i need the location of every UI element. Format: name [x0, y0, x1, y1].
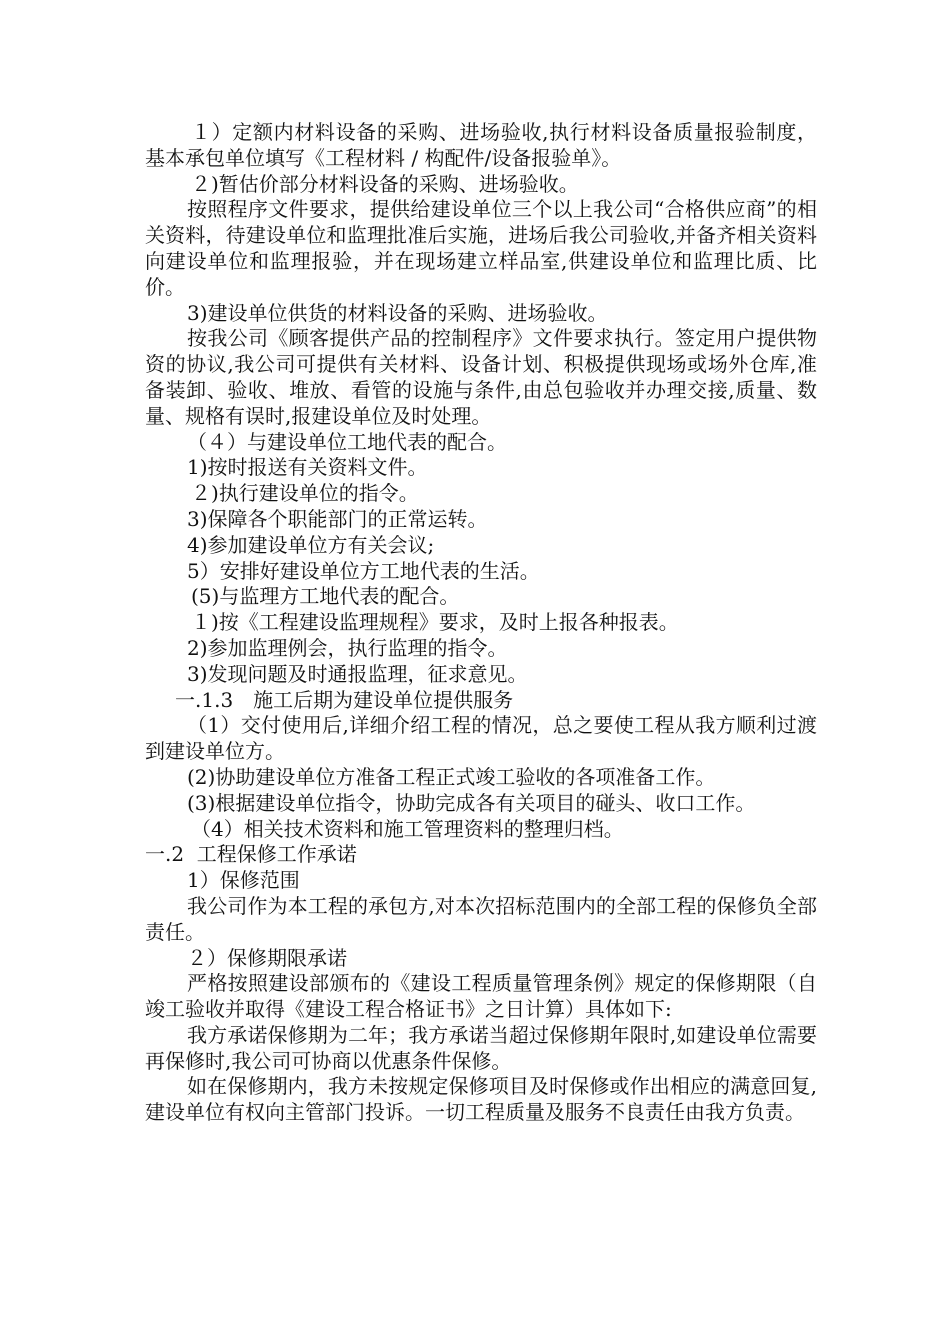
paragraph: 3)发现问题及时通报监理，征求意见。	[187, 661, 528, 686]
paragraph: １）定额内材料设备的采购、进场验收,执行材料设备质量报验制度，基本承包单位填写《工程材料 / 构配件/设备报验单》。	[145, 120, 817, 170]
paragraph: （1）交付使用后,详细介绍工程的情况，总之要使工程从我方顺利过渡到建设单位方。	[145, 713, 817, 764]
paragraph: (3)根据建设单位指令，协助完成各有关项目的碰头、收口工作。	[187, 790, 756, 815]
section-heading: 一.1.3 施工后期为建设单位提供服务	[175, 687, 514, 712]
paragraph: (5)与监理方工地代表的配合。	[191, 584, 460, 609]
paragraph: 我方承诺保修期为二年；我方承诺当超过保修期年限时,如建设单位需要再保修时,我公司可协商以优惠条件保修。	[145, 1022, 817, 1073]
paragraph: ２）保修期限承诺	[187, 945, 347, 970]
paragraph: (2)协助建设单位方准备工程正式竣工验收的各项准备工作。	[187, 764, 716, 789]
paragraph: １)按《工程建设监理规程》要求，及时上报各种报表。	[191, 610, 679, 635]
paragraph: 按照程序文件要求，提供给建设单位三个以上我公司“合格供应商”的相关资料，待建设单位和监理批准后实施，进场后我公司验收,并备齐相关资料向建设单位和监理报验，并在现场建立样品室,供建设单位和监理比质、比价。	[145, 197, 817, 299]
paragraph: （４）与建设单位工地代表的配合。	[187, 429, 507, 454]
paragraph: 4)参加建设单位方有关会议;	[187, 532, 435, 557]
paragraph: 3)建设单位供货的材料设备的采购、进场验收。	[187, 300, 608, 325]
paragraph: 1)按时报送有关资料文件。	[187, 455, 428, 480]
paragraph: 1）保修范围	[187, 868, 300, 893]
document-body	[145, 120, 817, 1126]
paragraph: 3)保障各个职能部门的正常运转。	[187, 506, 488, 531]
paragraph: （4）相关技术资料和施工管理资料的整理归档。	[191, 816, 624, 841]
paragraph: 5）安排好建设单位方工地代表的生活。	[187, 558, 540, 583]
paragraph: 按我公司《顾客提供产品的控制程序》文件要求执行。签定用户提供物资的协议,我公司可提供有关材料、设备计划、积极提供现场或场外仓库,准备装卸、验收、堆放、看管的设施与条件,由总包验收并办理交接,质量、数量、规格有误时,报建设单位及时处理。	[145, 326, 817, 428]
paragraph: 严格按照建设部颁布的《建设工程质量管理条例》规定的保修期限（自竣工验收并取得《建设工程合格证书》之日计算）具体如下:	[145, 971, 817, 1022]
paragraph: 我公司作为本工程的承包方,对本次招标范围内的全部工程的保修负全部责任。	[145, 893, 817, 944]
paragraph: ２)暂估价部分材料设备的采购、进场验收。	[191, 171, 579, 196]
paragraph: 如在保修期内，我方未按规定保修项目及时保修或作出相应的满意回复,建设单位有权向主管部门投诉。一切工程质量及服务不良责任由我方负责。	[145, 1074, 817, 1125]
paragraph: 2)参加监理例会，执行监理的指令。	[187, 635, 508, 660]
section-heading: 一.2 工程保修工作承诺	[145, 842, 357, 867]
paragraph: ２)执行建设单位的指令。	[191, 481, 419, 506]
